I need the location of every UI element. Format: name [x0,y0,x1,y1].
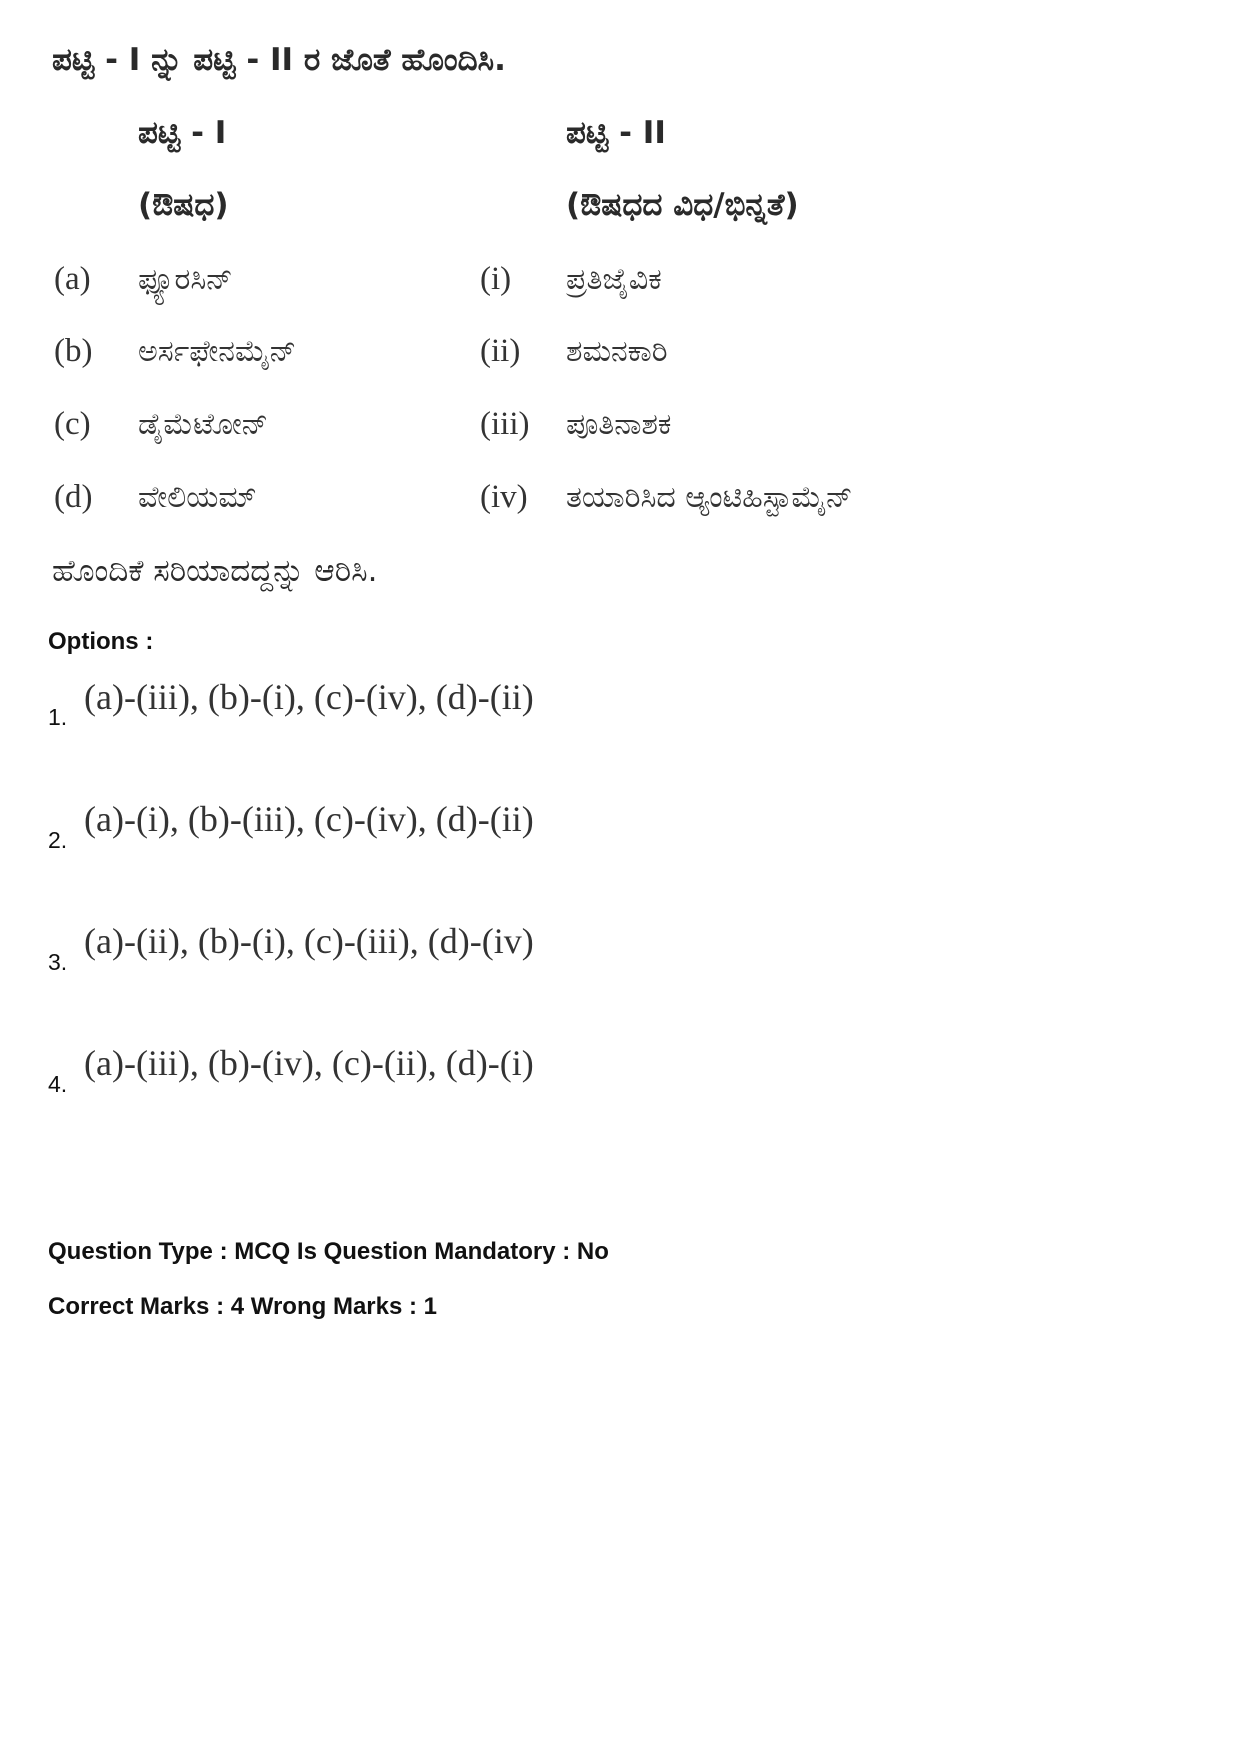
list1-subtitle: (ಔಷಧ) [138,187,229,223]
option-text: (a)-(iii), (b)-(i), (c)-(iv), (d)-(ii) [84,677,534,717]
option-text: (a)-(iii), (b)-(iv), (c)-(ii), (d)-(i) [84,1043,534,1083]
list2-subtitle: (ಔಷಧದ ವಿಧ/ಭಿನ್ನತೆ) [566,187,799,223]
options-heading: Options : [48,628,154,655]
question-instruction: ಹೊಂದಿಕೆ ಸರಿಯಾದದ್ದನ್ನು ಆರಿಸಿ. [52,553,378,589]
row-ii-type: ಶಮನಕಾರಿ [566,334,668,369]
option-text: (a)-(i), (b)-(iii), (c)-(iv), (d)-(ii) [84,799,534,839]
row-d-label: (d) [54,479,93,515]
row-b-drug: ಅರ್ಸಫೇನಮೈನ್ [138,334,297,369]
row-a-drug: ಫ್ಯೂರಸಿನ್ [138,262,233,297]
option-number: 2. [48,827,68,853]
row-i-type: ಪ್ರತಿಜೈವಿಕ [566,262,662,297]
marks-line: Correct Marks : 4 Wrong Marks : 1 [48,1293,438,1320]
option-text: (a)-(ii), (b)-(i), (c)-(iii), (d)-(iv) [84,921,534,961]
option-number: 4. [48,1071,68,1097]
row-d-drug: ವೇಲಿಯಮ್ [138,480,257,515]
list1-title: ಪಟ್ಟಿ - I [138,115,227,151]
row-c-drug: ಡೈಮೆಟೋನ್ [138,407,269,442]
list2-title: ಪಟ್ಟಿ - II [566,115,666,151]
row-iii-type: ಪೂತಿನಾಶಕ [566,407,672,442]
question-prompt: ಪಟ್ಟಿ - I ನ್ನು ಪಟ್ಟಿ - II ರ ಜೊತೆ ಹೊಂದಿಸಿ. [52,42,506,78]
row-ii-label: (ii) [480,333,521,369]
option-number: 1. [48,704,68,730]
row-i-label: (i) [480,261,512,297]
row-iv-label: (iv) [480,479,528,515]
question-type-line: Question Type : MCQ Is Question Mandatory : No [48,1238,609,1265]
option-number: 3. [48,949,68,975]
row-c-label: (c) [54,406,91,442]
row-iv-type: ತಯಾರಿಸಿದ ಆ್ಯಂಟಿಹಿಸ್ಟಾಮೈನ್ [566,480,853,515]
row-b-label: (b) [54,333,93,369]
row-iii-label: (iii) [480,406,530,442]
row-a-label: (a) [54,261,91,297]
